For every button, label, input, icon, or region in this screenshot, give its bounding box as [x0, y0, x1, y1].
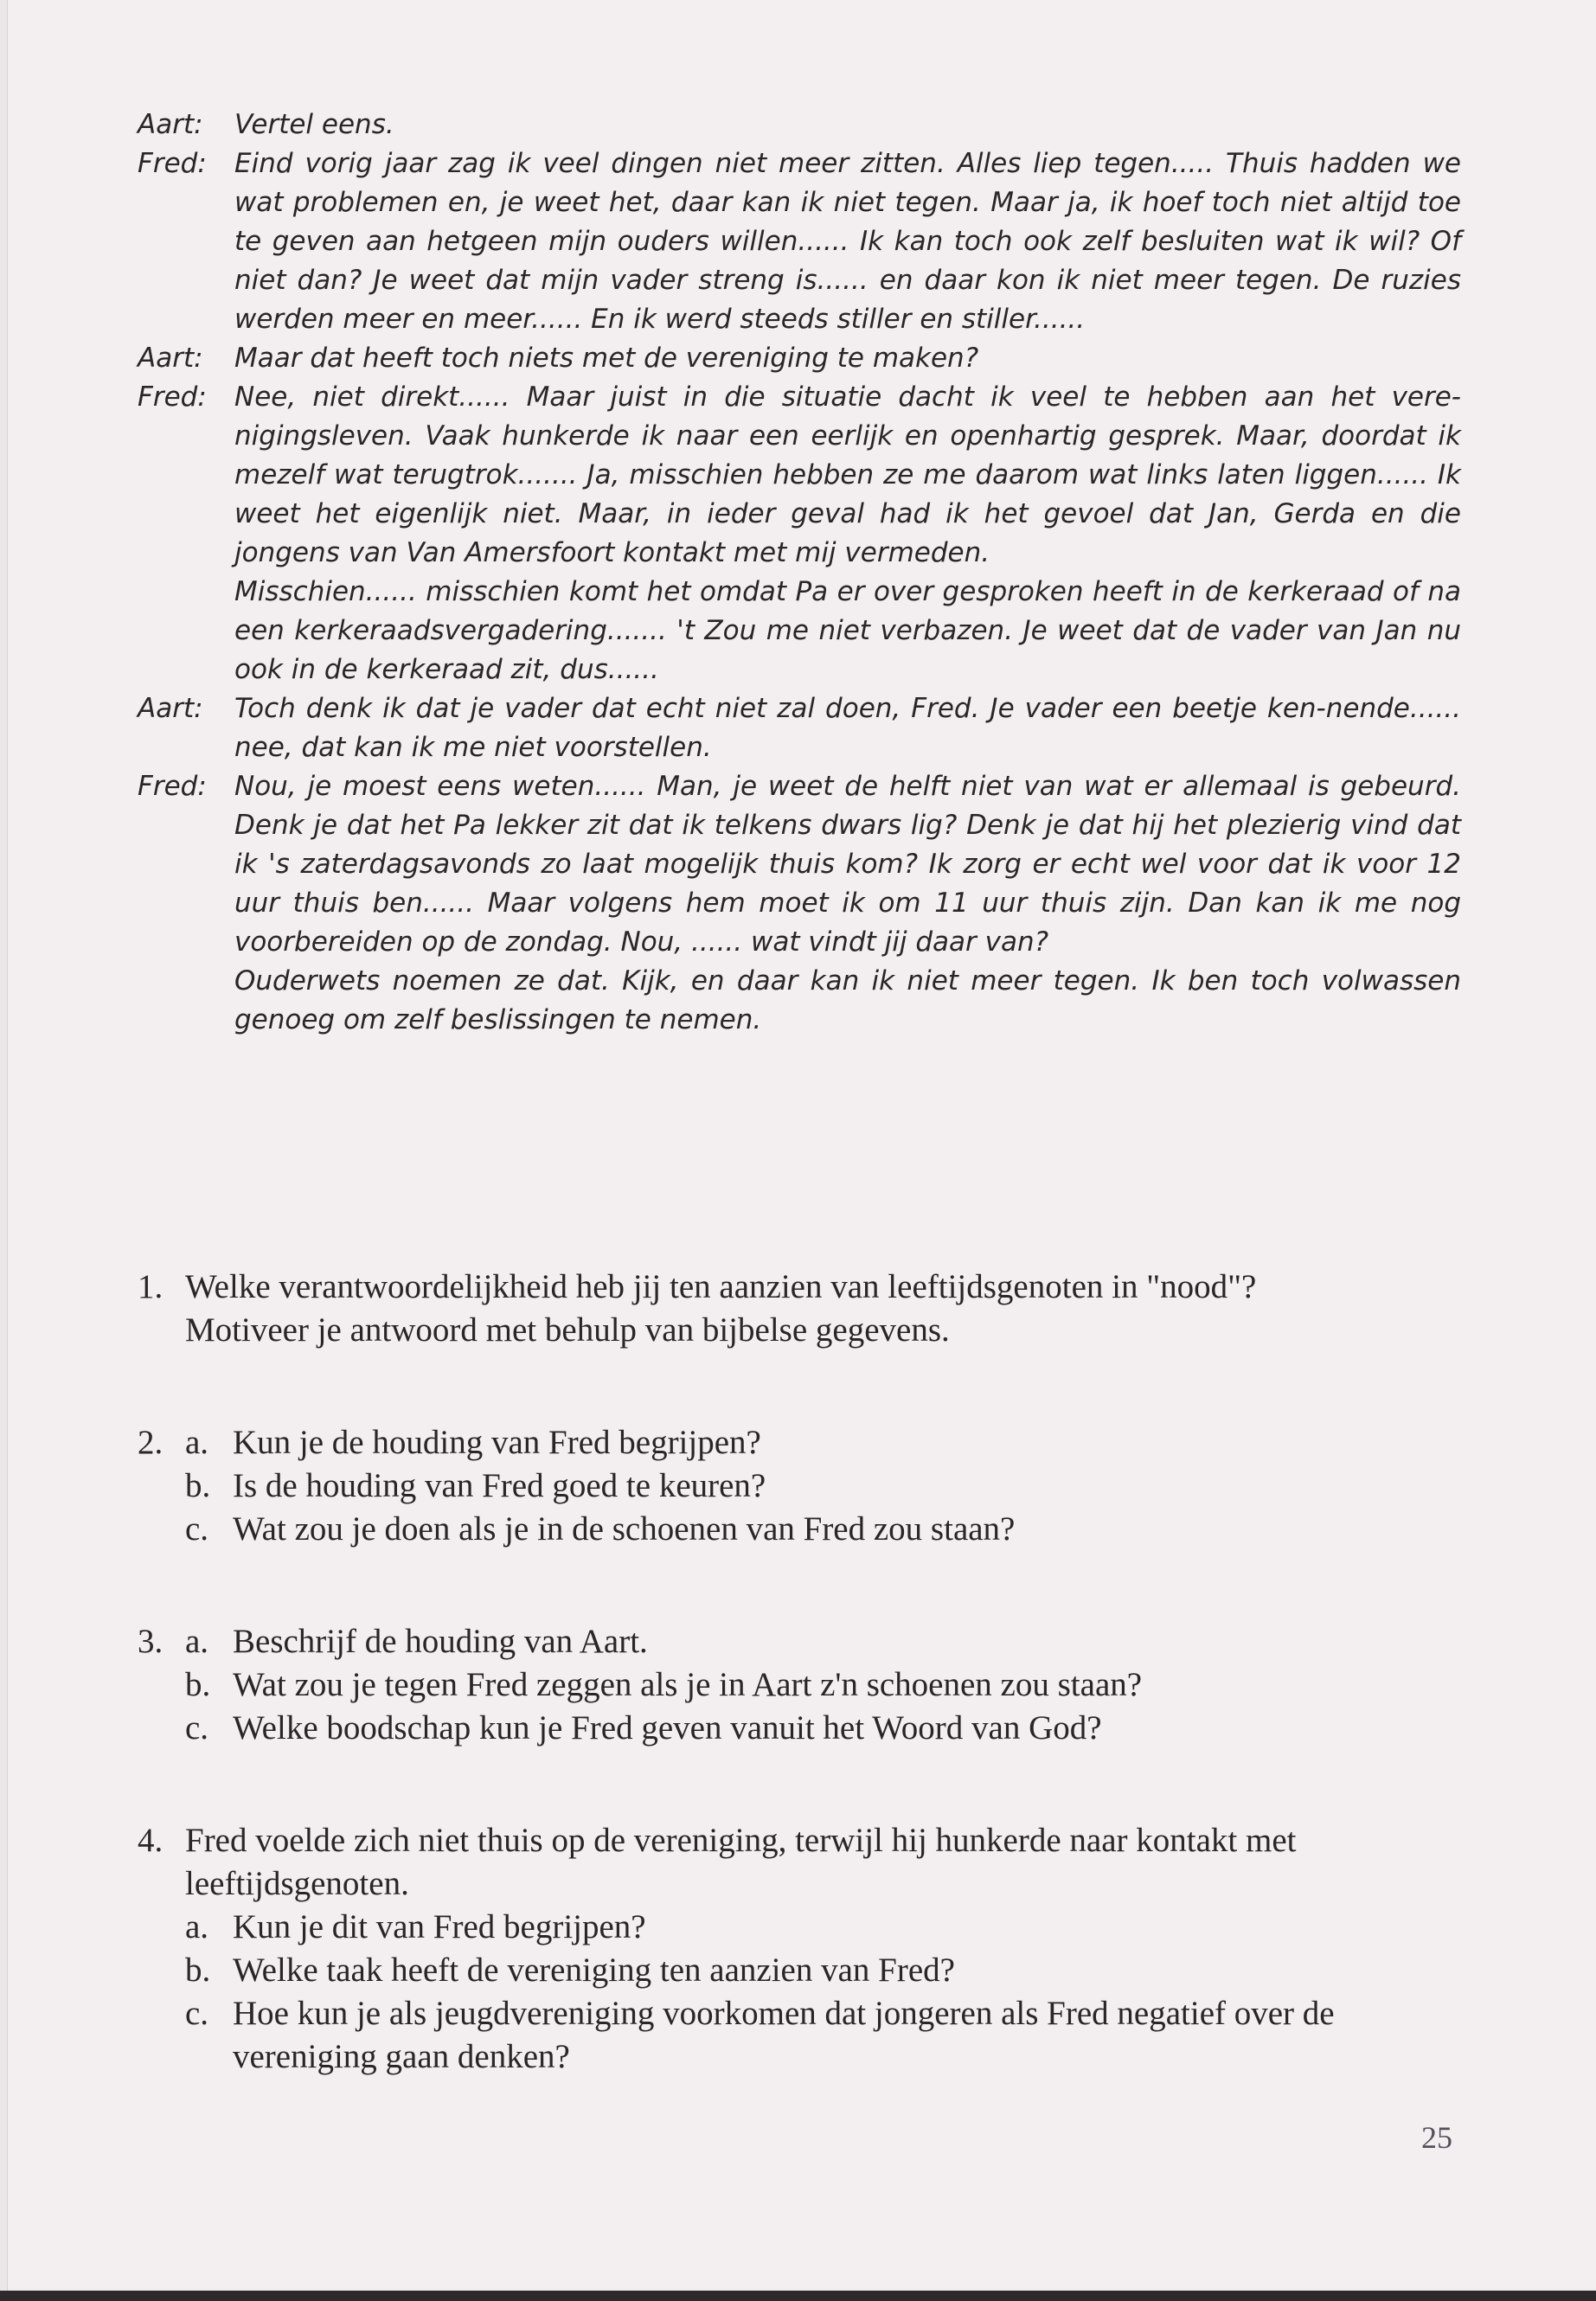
sub-question-text: Welke taak heeft de vereniging ten aanzien van Fred?: [233, 1952, 955, 1989]
speech-paragraph: Nou, je moest eens weten...... Man, je weet de helft niet van wat er allemaal is gebeurd. Denk je dat het Pa lekker zit dat ik telkens dwars lig? Denk je dat hij het plezierig vind dat ik 's zaterdagsavonds zo laat mogelijk thuis kom? Ik zorg er echt wel voor dat ik voor 12 uur thuis ben...... Maar volgens hem moet ik om 11 uur thuis zijn. Dan kan ik me nog voorbereiden op de zondag. Nou, ...... wat vindt jij daar van?: [234, 771, 1461, 958]
speech-paragraph: Eind vorig jaar zag ik veel dingen niet meer zitten. Alles liep tegen..... Thuis hadden we wat problemen en, je weet het, daar kan ik niet tegen. Maar ja, ik hoef toch niet altijd toe te geven aan hetgeen mijn ouders willen...... Ik kan toch ook zelf besluiten wat ik wil? Of niet dan? Je weet dat mijn vader streng is...... en daar kon ik niet meer tegen. De ruzies werden meer en meer...... En ik werd steeds stiller en stiller......: [234, 148, 1461, 335]
sub-question: [185, 1707, 1461, 1750]
dialogue-turn: [138, 106, 1461, 144]
question-line: Motiveer je antwoord met behulp van bijbelse gegevens.: [185, 1311, 950, 1349]
sub-question: [185, 1992, 1461, 2079]
dialogue-turn: [138, 689, 1461, 767]
question-3: [138, 1620, 1461, 1750]
speaker-label: Fred:: [138, 381, 207, 413]
sub-question-text: Wat zou je tegen Fred zeggen als je in Aart z'n schoenen zou staan?: [233, 1666, 1143, 1703]
scan-bottom-edge: [0, 2291, 1596, 2301]
sub-question-text: Is de houding van Fred goed te keuren?: [233, 1467, 766, 1504]
sub-question: [185, 1949, 1461, 1992]
speaker-label: Fred:: [138, 148, 207, 179]
speech-text: [234, 378, 1461, 689]
sub-question-text: Wat zou je doen als je in de schoenen van Fred zou staan?: [233, 1510, 1016, 1548]
speech-paragraph: Toch denk ik dat je vader dat echt niet zal doen, Fred. Je vader een beetje ken-nende...... nee, dat kan ik me niet voorstellen.: [234, 693, 1461, 763]
speech-paragraph: Ouderwets noemen ze dat. Kijk, en daar kan ik niet meer tegen. Ik ben toch volwassen genoeg om zelf beslissingen te nemen.: [234, 965, 1461, 1035]
sub-question-letter: a.: [185, 1623, 209, 1660]
speaker-label: Aart:: [138, 343, 203, 374]
question-number: 1.: [138, 1268, 163, 1305]
question-4: [138, 1819, 1461, 2079]
speech-paragraph: Nee, niet direkt...... Maar juist in die situatie dacht ik veel te hebben aan het vere-nigingsleven. Vaak hunkerde ik naar een eerlijk en openhartig gesprek. Maar, doordat ik mezelf wat terugtrok....... Ja, misschien hebben ze me daarom wat links laten liggen...... Ik weet het eigenlijk niet. Maar, in ieder geval had ik het gevoel dat Jan, Gerda en die jongens van Van Amersfoort kontakt met mij vermeden.: [234, 381, 1461, 568]
question-2: [138, 1421, 1461, 1551]
sub-question-text: Beschrijf de houding van Aart.: [233, 1623, 648, 1660]
speech-text: [234, 767, 1461, 1040]
sub-question: [185, 1620, 1461, 1663]
sub-question: [185, 1663, 1461, 1707]
speech-text: [234, 144, 1461, 339]
dialogue-turn: [138, 339, 1461, 378]
sub-question-letter: b.: [185, 1666, 211, 1703]
sub-question: [185, 1421, 1461, 1465]
speech-text: [234, 106, 1461, 144]
speech-text: [234, 689, 1461, 767]
speech-paragraph: Vertel eens.: [234, 109, 394, 140]
book-page: [7, 0, 1596, 2291]
question-body: [185, 1421, 1461, 1551]
question-number: 4.: [138, 1822, 163, 1859]
dialogue-turn: [138, 767, 1461, 1040]
sub-question: [185, 1508, 1461, 1551]
question-number: 2.: [138, 1424, 163, 1461]
speech-paragraph: Misschien...... misschien komt het omdat Pa er over gesproken heeft in de kerkeraad of na een kerkeraadsvergadering....... 't Zou me niet verbazen. Je weet dat de vader van Jan nu ook in de kerkeraad zit, dus......: [234, 576, 1461, 685]
speaker-label: Aart:: [138, 109, 203, 140]
dialogue-turn: [138, 378, 1461, 689]
sub-question-text: Kun je de houding van Fred begrijpen?: [233, 1424, 761, 1461]
sub-question-letter: b.: [185, 1467, 211, 1504]
question-1: [138, 1266, 1461, 1352]
speaker-label: Fred:: [138, 771, 207, 802]
sub-question-letter: c.: [185, 1709, 209, 1747]
question-body: [185, 1819, 1461, 2079]
question-intro: Fred voelde zich niet thuis op de vereniging, terwijl hij hunkerde naar kontakt met leeftijdsgenoten.: [185, 1822, 1297, 1902]
page-number: 25: [1421, 2120, 1452, 2155]
sub-question-text: Hoe kun je als jeugdvereniging voorkomen dat jongeren als Fred negatief over de vereniging gaan denken?: [233, 1995, 1335, 2075]
questions-section: [138, 1266, 1461, 2079]
sub-question-letter: c.: [185, 1995, 209, 2032]
sub-question-letter: a.: [185, 1908, 209, 1945]
question-line: Welke verantwoordelijkheid heb jij ten aanzien van leeftijdsgenoten in "nood"?: [185, 1268, 1257, 1305]
dialogue-section: [138, 106, 1461, 1040]
sub-question-letter: b.: [185, 1952, 211, 1989]
sub-question-text: Kun je dit van Fred begrijpen?: [233, 1908, 646, 1945]
question-body: [185, 1620, 1461, 1750]
sub-question: [185, 1906, 1461, 1949]
speech-text: [234, 339, 1461, 378]
sub-question: [185, 1465, 1461, 1508]
speaker-label: Aart:: [138, 693, 203, 724]
sub-question-letter: a.: [185, 1424, 209, 1461]
sub-question-text: Welke boodschap kun je Fred geven vanuit het Woord van God?: [233, 1709, 1102, 1747]
question-number: 3.: [138, 1623, 163, 1660]
question-body: [185, 1266, 1461, 1352]
sub-question-letter: c.: [185, 1510, 209, 1548]
dialogue-turn: [138, 144, 1461, 339]
speech-paragraph: Maar dat heeft toch niets met de vereniging te maken?: [234, 343, 979, 374]
